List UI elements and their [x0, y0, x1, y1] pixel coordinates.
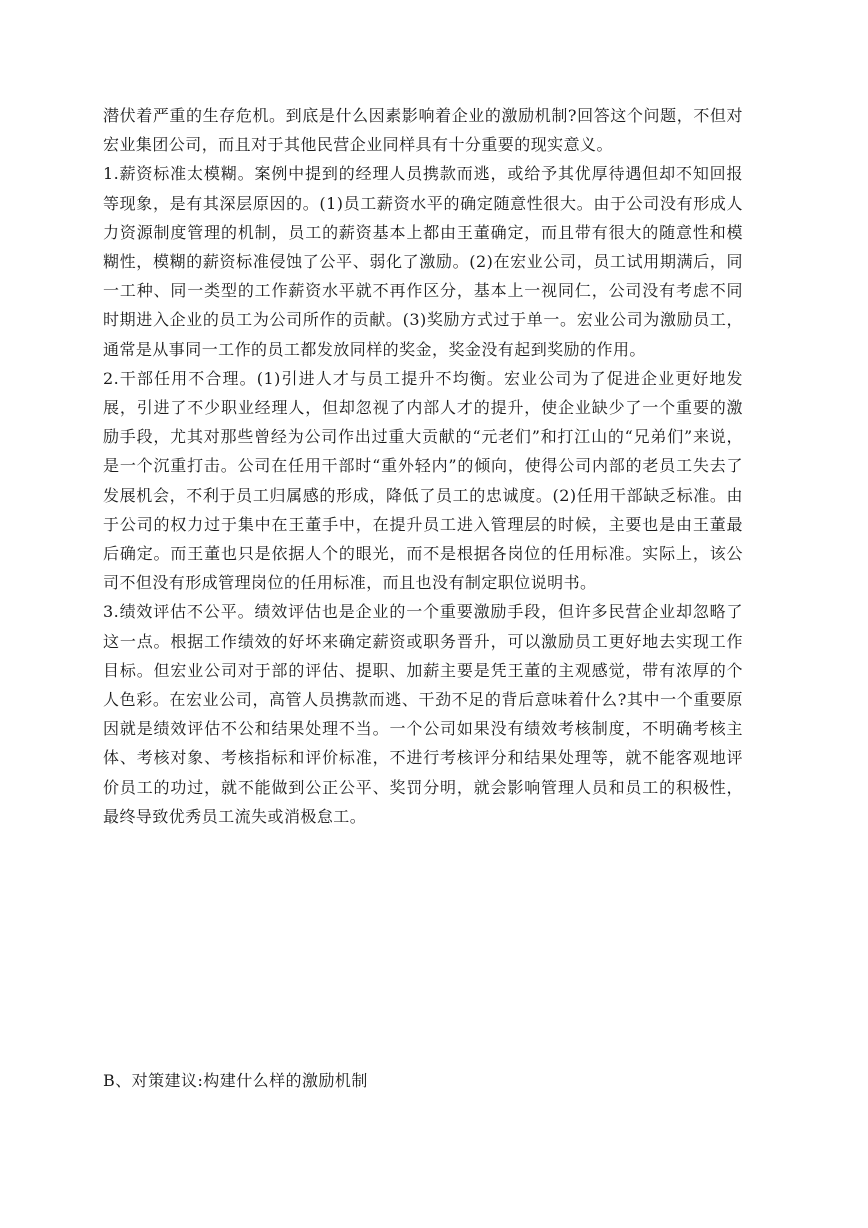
paragraph-performance-evaluation: 3.绩效评估不公平。绩效评估也是企业的一个重要激励手段，但许多民营企业却忽略了这一点。根据工作绩效的好坏来确定薪资或职务晋升，可以激励员工更好地去实现工作目标。但宏业公司对于部的评估、提职、加薪主要是凭王董的主观感觉，带有浓厚的个人色彩。在宏业公司，高管人员携款而逃、干劲不足的背后意味着什么?其中一个重要原因就是绩效评估不公和结果处理不当。一个公司如果没有绩效考核制度，不明确考核主体、考核对象、考核指标和评价标准，不进行考核评分和结果处理等，就不能客观地评价员工的功过，就不能做到公正公平、奖罚分明，就会影响管理人员和员工的积极性，最终导致优秀员工流失或消极怠工。: [103, 602, 743, 826]
paragraph-intro: 潜伏着严重的生存危机。到底是什么因素影响着企业的激励机制?回答这个问题，不但对宏业集团公司，而且对于其他民营企业同样具有十分重要的现实意义。: [103, 106, 743, 155]
paragraph-cadre-appointment: 2.干部任用不合理。(1)引进人才与员工提升不均衡。宏业公司为了促进企业更好地发展，引进了不少职业经理人，但却忽视了内部人才的提升，使企业缺少了一个重要的激励手段，尤其对那些曾经为公司作出过重大贡献的“元老们”和打江山的“兄弟们”来说，是一个沉重打击。公司在任用干部时“重外轻内”的倾向，使得公司内部的老员工失去了发展机会，不利于员工归属感的形成，降低了员工的忠诚度。(2)任用干部缺乏标准。由于公司的权力过于集中在王董手中，在提升员工进入管理层的时候，主要也是由王董最后确定。而王董也只是依据人个的眼光，而不是根据各岗位的任用标准。实际上，该公司不但没有形成管理岗位的任用标准，而且也没有制定职位说明书。: [103, 368, 743, 593]
section-subheading: B、对策建议:构建什么样的激励机制: [103, 1071, 368, 1090]
paragraph-salary-standard: 1.薪资标准太模糊。案例中提到的经理人员携款而逃，或给予其优厚待遇但却不知回报等现象，是有其深层原因的。(1)员工薪资水平的确定随意性很大。由于公司没有形成人力资源制度管理的机制，员工的薪资基本上都由王董确定，而且带有很大的随意性和模糊性，模糊的薪资标准侵蚀了公平、弱化了激励。(2)在宏业公司，员工试用期满后，同一工种、同一类型的工作薪资水平就不再作区分，基本上一视同仁，公司没有考虑不同时期进入企业的员工为公司所作的贡献。(3)奖励方式过于单一。宏业公司为激励员工，通常是从事同一工作的员工都发放同样的奖金，奖金没有起到奖励的作用。: [103, 164, 743, 359]
body-text: [103, 101, 743, 831]
